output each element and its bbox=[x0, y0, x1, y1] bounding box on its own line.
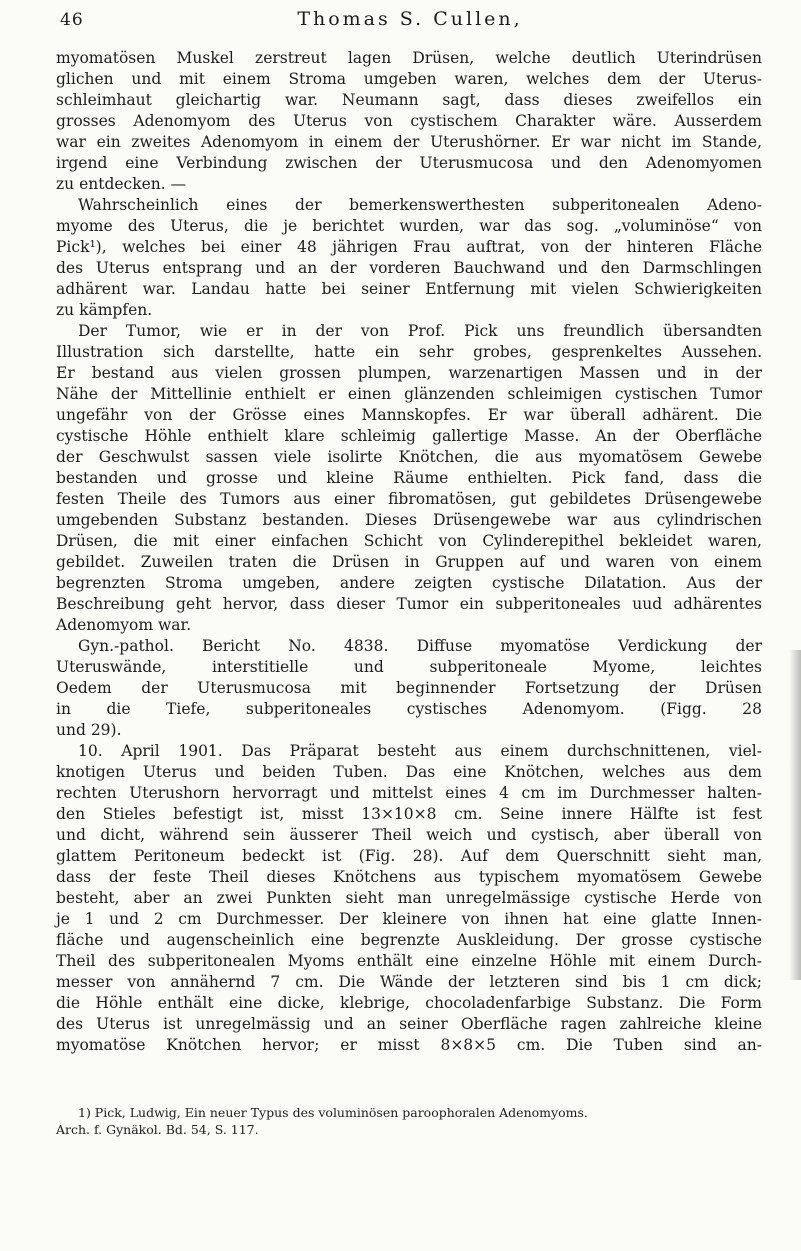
body-text bbox=[56, 48, 762, 1056]
text-line: Pick¹), welches bei einer 48 jährigen Frau auftrat, von der hinteren Fläche bbox=[56, 238, 762, 256]
page-number: 46 bbox=[60, 10, 84, 30]
text-line: cystische Höhle enthielt klare schleimig gallertige Masse. An der Oberfläche bbox=[56, 427, 762, 445]
text-line: Beschreibung geht hervor, dass dieser Tumor ein subperitoneales uud adhärentes bbox=[56, 595, 762, 613]
text-line: Gyn.-pathol. Bericht No. 4838. Diffuse myomatöse Verdickung der bbox=[78, 637, 762, 655]
page-header bbox=[60, 8, 760, 38]
text-line: zu entdecken. — bbox=[56, 175, 187, 193]
text-line: umgebenden Substanz bestanden. Dieses Drüsengewebe war aus cylindrischen bbox=[56, 511, 762, 529]
text-line: des Uterus ist unregelmässig und an seiner Oberfläche ragen zahlreiche kleine bbox=[56, 1015, 762, 1033]
text-line: myome des Uterus, die je berichtet wurden, war das sog. „voluminöse“ von bbox=[56, 217, 762, 235]
text-line: Uteruswände, interstitielle und subperitoneale Myome, leichtes bbox=[56, 658, 762, 676]
text-line: zu kämpfen. bbox=[56, 301, 153, 319]
text-line: glichen und mit einem Stroma umgeben waren, welches dem der Uterus- bbox=[56, 70, 762, 88]
scan-shadow bbox=[789, 650, 801, 980]
text-line: gebildet. Zuweilen traten die Drüsen in Gruppen auf und waren von einem bbox=[56, 553, 762, 571]
text-line: in die Tiefe, subperitoneales cystisches Adenomyom. (Figg. 28 bbox=[56, 700, 762, 718]
text-line: Illustration sich darstellte, hatte ein sehr grobes, gesprenkeltes Aussehen. bbox=[56, 343, 762, 361]
text-line: besteht, aber an zwei Punkten sieht man unregelmässige cystische Herde von bbox=[56, 889, 762, 907]
text-line: Adenomyom war. bbox=[56, 616, 192, 634]
text-line: Der Tumor, wie er in der von Prof. Pick uns freundlich übersandten bbox=[78, 322, 762, 340]
text-line: und dicht, während sein äusserer Theil weich und cystisch, aber überall von bbox=[56, 826, 762, 844]
text-line: Drüsen, die mit einer einfachen Schicht von Cylinderepithel bekleidet waren, bbox=[56, 532, 762, 550]
text-line: des Uterus entsprang und an der vorderen Bauchwand und den Darmschlingen bbox=[56, 259, 762, 277]
text-line: Wahrscheinlich eines der bemerkenswerthesten subperitonealen Adeno- bbox=[78, 196, 762, 214]
text-line: dass der feste Theil dieses Knötchens aus typischem myomatösem Gewebe bbox=[56, 868, 762, 886]
text-line: bestanden und grosse und kleine Räume enthielten. Pick fand, dass die bbox=[56, 469, 762, 487]
text-line: die Höhle enthält eine dicke, klebrige, chocoladenfarbige Substanz. Die Form bbox=[56, 994, 762, 1012]
text-line: begrenzten Stroma umgeben, andere zeigten cystische Dilatation. Aus der bbox=[56, 574, 762, 592]
text-line: war ein zweites Adenomyom in einem der Uterushörner. Er war nicht im Stande, bbox=[56, 133, 762, 151]
text-line: fläche und augenscheinlich eine begrenzte Auskleidung. Der grosse cystische bbox=[56, 931, 762, 949]
text-line: ungefähr von der Grösse eines Mannskopfes. Er war überall adhärent. Die bbox=[56, 406, 762, 424]
footnotes bbox=[56, 1104, 762, 1138]
text-line: adhärent war. Landau hatte bei seiner Entfernung mit vielen Schwierigkeiten bbox=[56, 280, 762, 298]
text-line: rechten Uterushorn hervorragt und mittelst eines 4 cm im Durchmesser halten- bbox=[56, 784, 762, 802]
text-line: glattem Peritoneum bedeckt ist (Fig. 28). Auf dem Querschnitt sieht man, bbox=[56, 847, 762, 865]
text-line: myomatöse Knötchen hervor; er misst 8×8×5 cm. Die Tuben sind an- bbox=[56, 1036, 762, 1054]
text-line: den Stieles befestigt ist, misst 13×10×8 cm. Seine innere Hälfte ist fest bbox=[56, 805, 762, 823]
text-line: Theil des subperitonealen Myoms enthält eine einzelne Höhle mit einem Durch- bbox=[56, 952, 762, 970]
text-line: der Geschwulst sassen viele isolirte Knötchen, die aus myomatösem Gewebe bbox=[56, 448, 762, 466]
text-line: Oedem der Uterusmucosa mit beginnender Fortsetzung der Drüsen bbox=[56, 679, 762, 697]
text-line: myomatösen Muskel zerstreut lagen Drüsen, welche deutlich Uterindrüsen bbox=[56, 49, 762, 67]
text-line: messer von annähernd 7 cm. Die Wände der letzteren sind bis 1 cm dick; bbox=[56, 973, 762, 991]
text-line: und 29). bbox=[56, 721, 122, 739]
running-head: Thomas S. Cullen, bbox=[297, 8, 523, 30]
text-line: 10. April 1901. Das Präparat besteht aus einem durchschnittenen, viel- bbox=[78, 742, 762, 760]
text-line: Nähe der Mittellinie enthielt er einen glänzenden schleimigen cystischen Tumor bbox=[56, 385, 762, 403]
text-line: je 1 und 2 cm Durchmesser. Der kleinere von ihnen hat eine glatte Innen- bbox=[56, 910, 762, 928]
footnote-line: Arch. f. Gynäkol. Bd. 54, S. 117. bbox=[56, 1122, 259, 1137]
text-line: festen Theile des Tumors aus einer fibromatösen, gut gebildetes Drüsengewebe bbox=[56, 490, 762, 508]
text-line: knotigen Uterus und beiden Tuben. Das eine Knötchen, welches aus dem bbox=[56, 763, 762, 781]
text-line: grosses Adenomyom des Uterus von cystischem Charakter wäre. Ausserdem bbox=[56, 112, 762, 130]
text-line: Er bestand aus vielen grossen plumpen, warzenartigen Massen und in der bbox=[56, 364, 762, 382]
text-line: schleimhaut gleichartig war. Neumann sagt, dass dieses zweifellos ein bbox=[56, 91, 762, 109]
footnote-line: 1) Pick, Ludwig, Ein neuer Typus des voluminösen paroophoralen Adenomyoms. bbox=[78, 1105, 588, 1120]
text-line: irgend eine Verbindung zwischen der Uterusmucosa und den Adenomyomen bbox=[56, 154, 762, 172]
